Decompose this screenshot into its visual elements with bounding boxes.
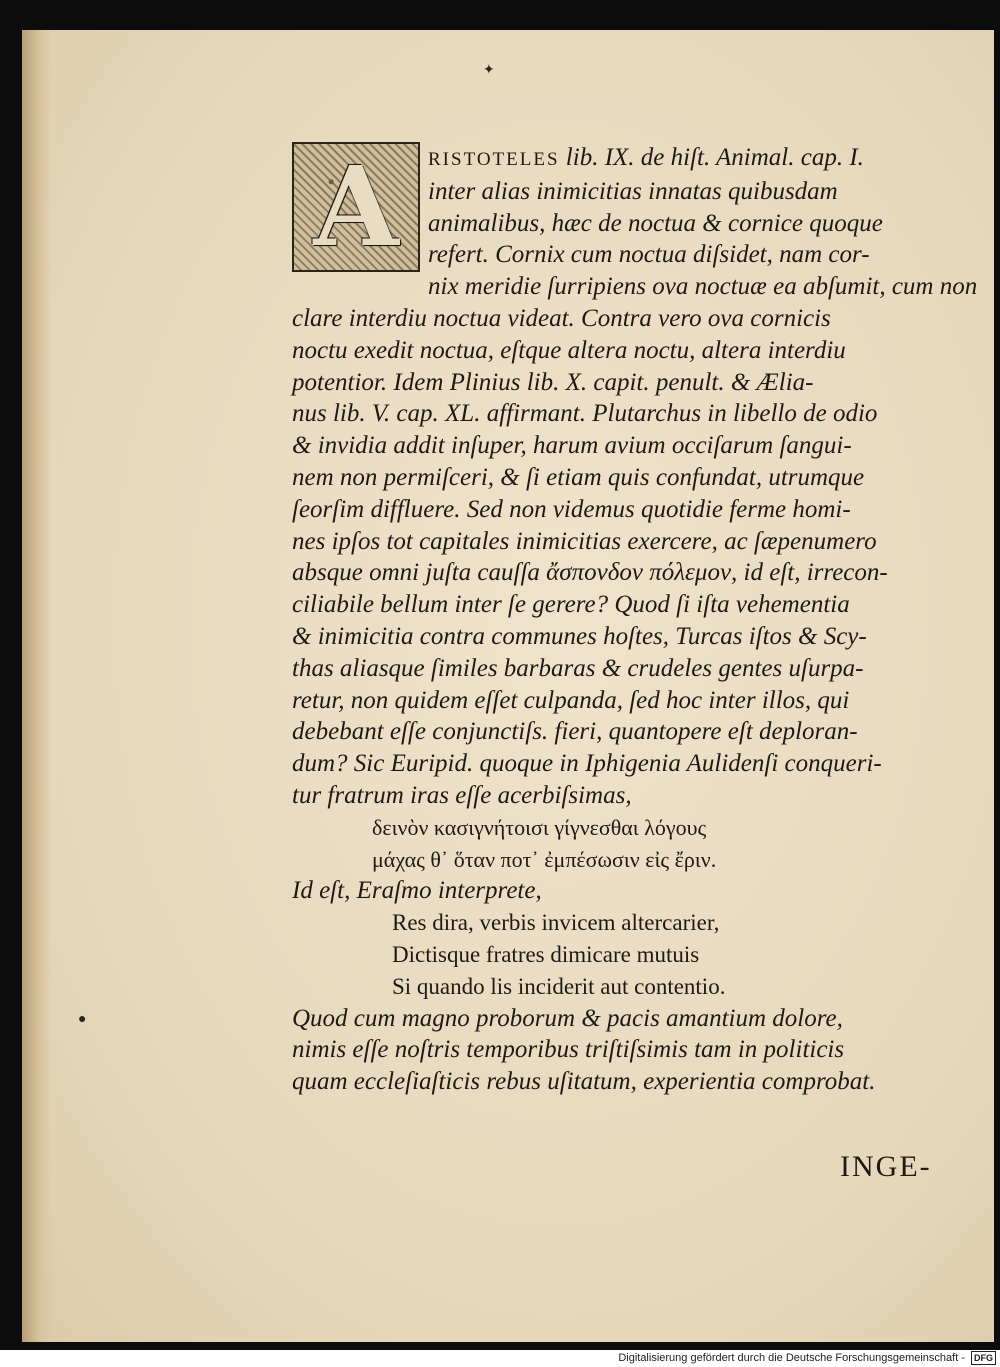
- latin-verse: Dictisque fratres dimicare mutuis: [392, 941, 700, 967]
- text-line: & invidia addit inſuper, harum avium occiſarum ſangui-: [292, 432, 852, 460]
- text-line: clare interdiu noctua videat. Contra vero ova cornicis: [292, 304, 831, 332]
- text-line: ſeorſim diffluere. Sed non videmus quotidie ferme homi-: [292, 495, 851, 523]
- initial-letter: A: [313, 142, 399, 271]
- text-line: Quod cum magno proborum & pacis amantium dolore,: [292, 1004, 843, 1032]
- text-line: retur, non quidem eſſet culpanda, ſed hoc inter illos, qui: [292, 686, 850, 714]
- text-line: nes ipſos tot capitales inimicitias exercere, ac ſæpenumero: [292, 527, 877, 555]
- text-line: potentior. Idem Plinius lib. X. capit. penult. & Ælia-: [292, 368, 814, 396]
- text-line: ciliabile bellum inter ſe gerere? Quod ſi iſta vehementia: [292, 591, 850, 619]
- text-line: absque omni juſta cauſſa ἄσπονδον πόλεμον, id eſt, irrecon-: [292, 559, 888, 587]
- text-line: Id eſt, Eraſmo interprete,: [292, 877, 542, 905]
- text-line: quam eccleſiaſticis rebus uſitatum, experientia comprobat.: [292, 1068, 876, 1096]
- page-text: [292, 142, 978, 1098]
- text-line: dum? Sic Euripid. quoque in Iphigenia Aulidenſi conqueri-: [292, 750, 882, 778]
- latin-verse: Res dira, verbis invicem altercarier,: [392, 910, 720, 936]
- decorated-initial: [292, 142, 420, 272]
- caps-word: RISTOTELES: [428, 149, 560, 170]
- text-line: debebant eſſe conjunctiſs. fieri, quantopere eſt deploran-: [292, 718, 858, 746]
- text-line: animalibus, hæc de noctua & cornice quoque: [428, 209, 883, 237]
- catchword: INGE-: [840, 1150, 932, 1183]
- text-line: nem non permiſceri, & ſi etiam quis confundat, utrumque: [292, 463, 865, 491]
- text-line: nimis eſſe noſtris temporibus triſtiſsimis tam in politicis: [292, 1036, 845, 1064]
- greek-verse: μάχας θ᾽ ὅταν ποτ᾽ ἐμπέσωσιν εἰς ἔριν.: [372, 846, 717, 872]
- digitization-footer: [0, 1350, 1000, 1367]
- text-line: nix meridie ſurripiens ova noctuæ ea abſumit, cum non: [428, 273, 978, 301]
- text-line: thas aliasque ſimiles barbaras & crudeles gentes uſurpa-: [292, 654, 864, 682]
- text-line: & inimicitia contra communes hoſtes, Turcas iſtos & Scy-: [292, 622, 867, 650]
- text-line: nus lib. V. cap. XL. affirmant. Plutarchus in libello de odio: [292, 400, 878, 428]
- latin-verse: Si quando lis inciderit aut contentio.: [392, 973, 726, 999]
- footer-credit: Digitalisierung gefördert durch die Deutsche Forschungsgemeinschaft -: [618, 1352, 965, 1364]
- text-line: noctu exedit noctua, eſtque altera noctu, altera interdiu: [292, 336, 846, 364]
- greek-verse: δεινὸν κασιγνήτοισι γίγνεσθαι λόγους: [372, 814, 707, 840]
- text-line: tur fratrum iras eſſe acerbiſsimas,: [292, 781, 632, 809]
- text-line: inter alias inimicitias innatas quibusdam: [428, 177, 838, 205]
- dfg-logo: DFG: [971, 1351, 996, 1365]
- ink-blot: ●: [78, 1012, 87, 1027]
- line-rest: lib. IX. de hiſt. Animal. cap. I.: [559, 144, 864, 171]
- text-line: refert. Cornix cum noctua diſsidet, nam cor-: [428, 241, 870, 269]
- page-gutter: [22, 30, 52, 1342]
- ink-blot: ✦: [483, 63, 495, 78]
